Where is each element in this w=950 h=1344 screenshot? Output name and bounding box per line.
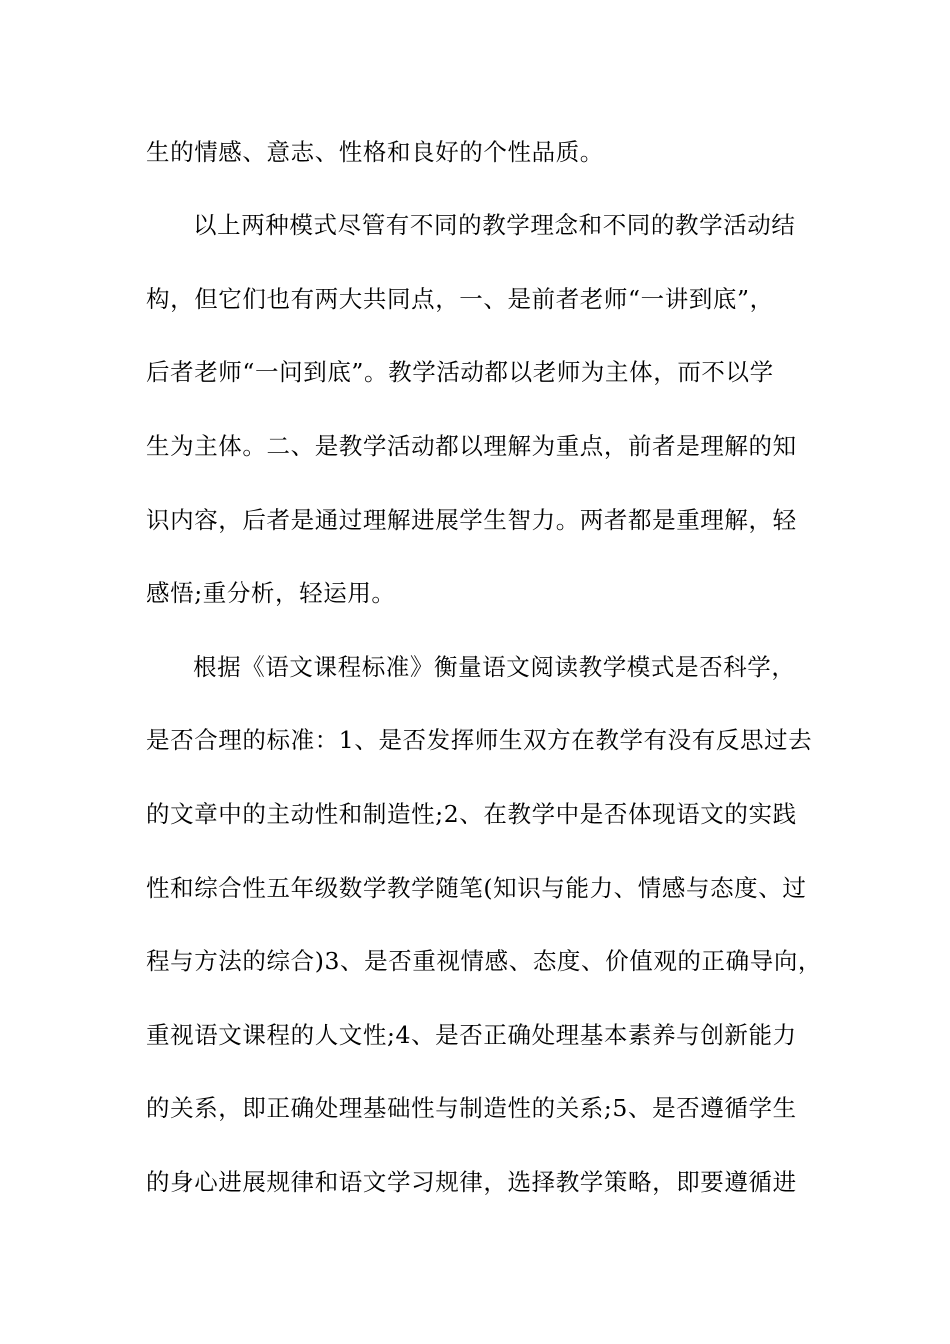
text-line: 识内容，后者是通过理解进展学生智力。两者都是重理解，轻 bbox=[146, 506, 797, 534]
text-line: 的文章中的主动性和制造性;2、在教学中是否体现语文的实践 bbox=[146, 800, 797, 828]
text-line: 生的情感、意志、性格和良好的个性品质。 bbox=[146, 138, 604, 166]
text-line: 性和综合性五年级数学教学随笔(知识与能力、情感与态度、过 bbox=[146, 874, 807, 902]
text-line: 生为主体。二、是教学活动都以理解为重点，前者是理解的知 bbox=[146, 432, 797, 460]
text-line: 的身心进展规律和语文学习规律，选择教学策略，即要遵循进 bbox=[146, 1168, 797, 1196]
paragraph-start-line: 根据《语文课程标准》衡量语文阅读教学模式是否科学， bbox=[193, 653, 796, 681]
text-line: 感悟;重分析，轻运用。 bbox=[146, 579, 396, 607]
text-line: 是否合理的标准：1、是否发挥师生双方在教学有没有反思过去 bbox=[146, 726, 813, 754]
text-line: 的关系，即正确处理基础性与制造性的关系;5、是否遵循学生 bbox=[146, 1094, 797, 1122]
paragraph-start-line: 以上两种模式尽管有不同的教学理念和不同的教学活动结 bbox=[193, 211, 796, 239]
text-line: 程与方法的综合)3、是否重视情感、态度、价值观的正确导向， bbox=[146, 947, 823, 975]
text-line: 后者老师“一问到底”。教学活动都以老师为主体，而不以学 bbox=[146, 358, 774, 386]
text-line: 构，但它们也有两大共同点，一、是前者老师“一讲到底”， bbox=[146, 285, 774, 313]
text-line: 重视语文课程的人文性;4、是否正确处理基本素养与创新能力 bbox=[146, 1021, 797, 1049]
